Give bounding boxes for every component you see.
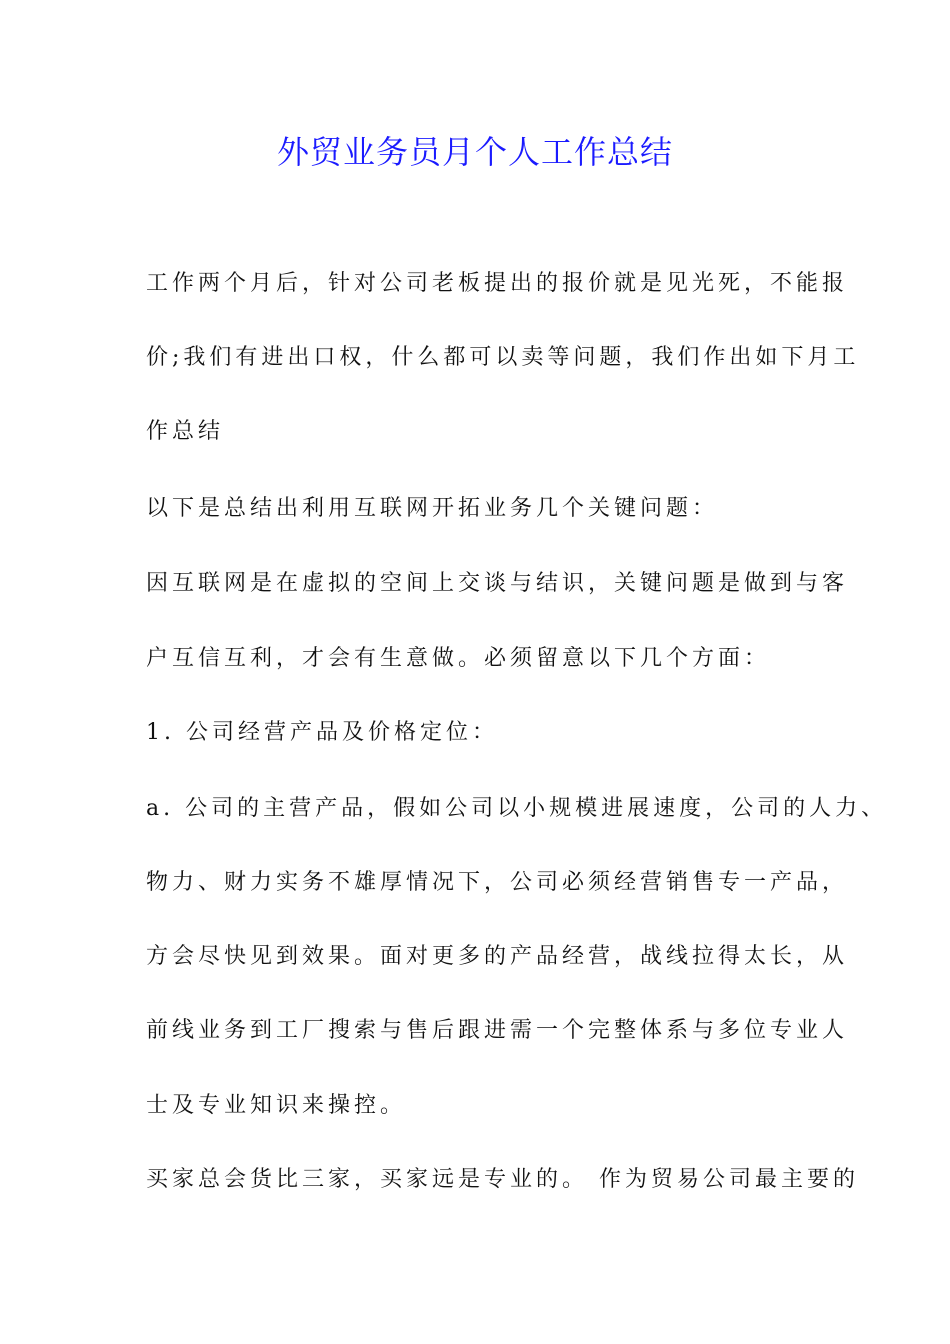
paragraph-line: 作总结 [146,419,225,444]
paragraph-line: 因互联网是在虚拟的空间上交谈与结识，关键问题是做到与客 [146,571,849,596]
paragraph-line: 买家总会货比三家，买家远是专业的。 作为贸易公司最主要的 [146,1167,859,1192]
paragraph-line: 工作两个月后，针对公司老板提出的报价就是见光死，不能报 [146,271,849,296]
paragraph-line: 士及专业知识来操控。 [146,1093,407,1118]
paragraph-line: 价;我们有进出口权，什么都可以卖等问题，我们作出如下月工 [146,345,860,370]
paragraph-line: a. 公司的主营产品，假如公司以小规模进展速度，公司的人力、 [146,796,888,821]
paragraph-line: 前线业务到工厂搜索与售后跟进需一个完整体系与多位专业人 [146,1018,849,1043]
section-heading: 1. 公司经营产品及价格定位： [146,720,498,745]
paragraph-line: 物力、财力实务不雄厚情况下，公司必须经营销售专一产品， [146,870,849,895]
document-title: 外贸业务员月个人工作总结 [276,133,673,171]
paragraph-line: 以下是总结出利用互联网开拓业务几个关键问题： [146,496,719,521]
paragraph-line: 方会尽快见到效果。面对更多的产品经营，战线拉得太长，从 [146,944,849,969]
paragraph-line: 户互信互利，才会有生意做。必须留意以下几个方面： [146,646,771,671]
